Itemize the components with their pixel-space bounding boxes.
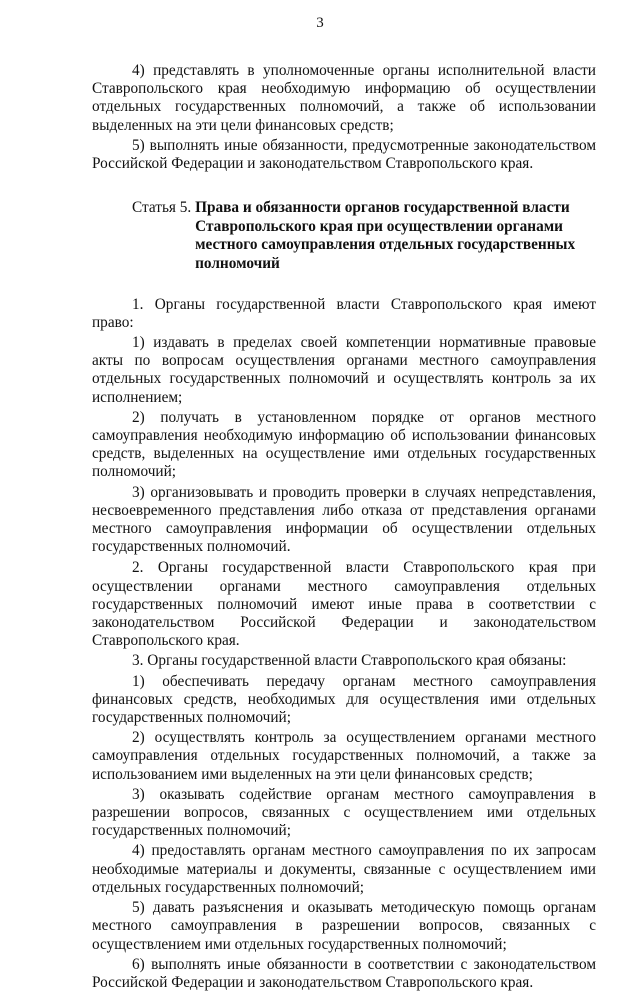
paragraph: 3) оказывать содействие органам местного самоуправления в разрешении вопросов, связанных с осуществлением ими отдельных государственных полномочий; xyxy=(92,785,596,840)
paragraph: 2. Органы государственной власти Ставропольского края при осуществлении органами местного самоуправления отдельных государственных полномочий имеют иные права в соответствии с законодательством Российской Федерации и законодательством Ставропольского края. xyxy=(92,559,596,650)
article-title: Права и обязанности органов государственной власти Ставропольского края при осуществлении органами местного самоуправления отдельных государственных полномочий xyxy=(195,199,576,272)
article-label: Статья 5. xyxy=(132,199,196,217)
paragraph: 1) обеспечивать передачу органам местного самоуправления финансовых средств, необходимых для осуществления ими отдельных государственных полномочий; xyxy=(92,672,596,727)
article-heading xyxy=(92,199,596,273)
paragraph: 5) выполнять иные обязанности, предусмотренные законодательством Российской Федерации и законодательством Ставропольского края. xyxy=(92,136,596,173)
paragraph: 4) представлять в уполномоченные органы исполнительной власти Ставропольского края необходимую информацию об осуществлении отдельных государственных полномочий, а также об использовании выделенных на эти цели финансовых средств; xyxy=(92,62,596,134)
paragraph: 1. Органы государственной власти Ставропольского края имеют право: xyxy=(92,295,596,331)
paragraph: 6) выполнять иные обязанности в соответствии с законодательством Российской Федерации и законодательством Ставропольского края. xyxy=(92,955,596,991)
paragraph: 2) осуществлять контроль за осуществлением органами местного самоуправления отдельных государственных полномочий, а также за использованием ими выделенных на эти цели финансовых средств; xyxy=(92,729,596,783)
paragraph: 5) давать разъяснения и оказывать методическую помощь органам местного самоуправления в разрешении вопросов, связанных с осуществлением ими отдельных государственных полномочий; xyxy=(92,899,596,953)
page-number: 3 xyxy=(316,15,324,31)
document-body xyxy=(92,62,596,992)
paragraph: 3) организовывать и проводить проверки в случаях непредставления, несвоевременного представления либо отказа от представления органами местного самоуправления информации об осуществлении отдельных государственных полномочий. xyxy=(92,483,596,556)
paragraph: 2) получать в установленном порядке от органов местного самоуправления необходимую информацию об использовании финансовых средств, выделенных на осуществление ими отдельных государственных полномочий; xyxy=(92,408,596,481)
paragraph: 1) издавать в пределах своей компетенции нормативные правовые акты по вопросам осуществления органами местного самоуправления отдельных государственных полномочий и осуществлять контроль за их исполнением; xyxy=(92,334,596,406)
paragraph: 3. Органы государственной власти Ставропольского края обязаны: xyxy=(132,652,567,670)
paragraph: 4) предоставлять органам местного самоуправления по их запросам необходимые материалы и документы, связанные с осуществлением ими отдельных государственных полномочий; xyxy=(92,842,596,896)
